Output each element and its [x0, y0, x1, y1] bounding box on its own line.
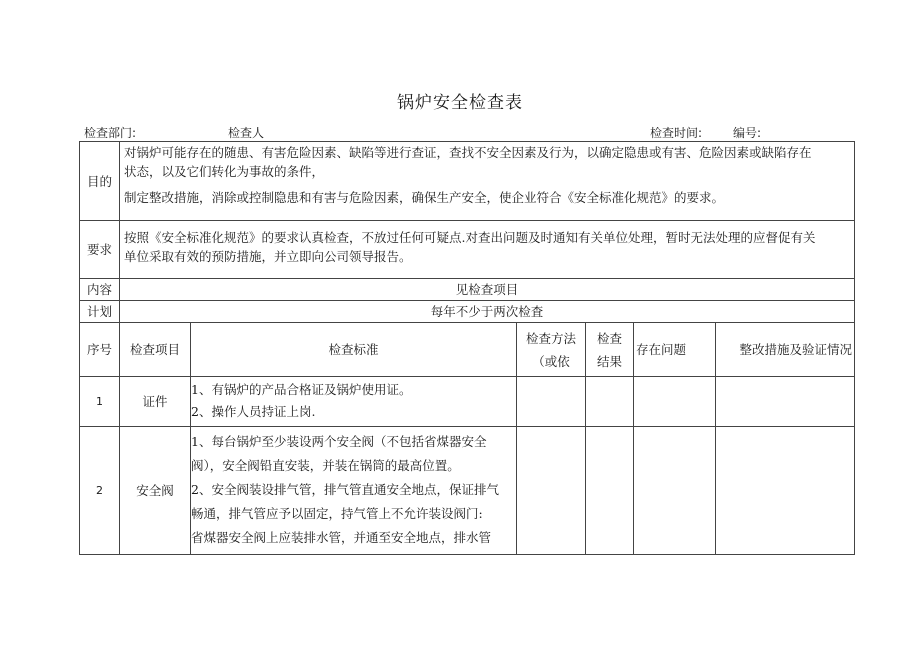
item-2-method — [516, 426, 585, 555]
purpose-label: 目的 — [79, 141, 119, 220]
item-2-line-3: 2、安全阀装设排气管，排气管直通安全地点，保证排气 — [191, 482, 499, 497]
item-1-seq: 1 — [79, 376, 119, 426]
number-label: 编号: — [733, 126, 762, 140]
inspector-label: 检查人 — [228, 126, 265, 140]
col-seq: 序号 — [79, 322, 119, 376]
dept-label: 检查部门: — [84, 126, 137, 140]
col-standard: 检查标准 — [190, 322, 516, 376]
item-2-result — [585, 426, 633, 555]
item-1-name: 证件 — [119, 376, 190, 426]
col-result-line-1: 检查 — [596, 330, 622, 346]
inspection-table — [79, 141, 855, 555]
item-2-measures — [715, 426, 855, 555]
item-2-seq: 2 — [79, 426, 119, 555]
requirement-label: 要求 — [79, 220, 119, 278]
item-1-line-1: 1、有锅炉的产品合格证及锅炉使用证。 — [191, 382, 412, 397]
item-1-method — [516, 376, 585, 426]
item-1-issues — [633, 376, 715, 426]
requirement-line-1: 按照《安全标准化规范》的要求认真检查，不放过任何可疑点.对查出问题及时通知有关单位处理，暂时无法处理的应督促有关 — [124, 230, 816, 245]
item-2-line-2: 阀），安全阀铅直安装，并装在锅筒的最高位置。 — [191, 458, 460, 473]
item-2-issues — [633, 426, 715, 555]
item-1-standard — [190, 376, 516, 426]
content-label: 内容 — [79, 278, 119, 300]
item-2-line-5: 省煤器安全阀上应装排水管，并通至安全地点，排水管 — [191, 530, 492, 545]
time-label: 检查时间: — [650, 126, 703, 140]
col-method — [516, 322, 585, 376]
col-result — [585, 322, 633, 376]
item-2-standard — [190, 426, 516, 555]
item-1-line-2: 2、操作人员持证上岗. — [191, 404, 316, 419]
col-result-line-2: 结果 — [596, 353, 622, 369]
content-value: 见检查项目 — [119, 278, 855, 300]
requirement-text — [119, 220, 855, 278]
col-method-line-2: （或依 — [532, 353, 570, 369]
col-measures: 整改措施及验证情况 — [715, 322, 855, 376]
page-title: 锅炉安全检查表 — [397, 93, 523, 113]
purpose-line-3: 制定整改措施，消除或控制隐患和有害与危险因素，确保生产安全，使企业符合《安全标准化规范》的要求。 — [124, 190, 725, 205]
col-method-line-1: 检查方法 — [525, 330, 576, 346]
purpose-line-1: 对锅炉可能存在的随患、有害危险因素、缺陷等进行查证，查找不安全因素及行为，以确定隐患或有害、危险因素或缺陷存在 — [124, 145, 812, 160]
col-item: 检查项目 — [119, 322, 190, 376]
plan-value: 每年不少于两次检査 — [119, 300, 855, 322]
item-1-measures — [715, 376, 855, 426]
item-2-line-4: 畅通，排气管应予以固定，持气管上不允许装设阀门: — [191, 506, 483, 521]
item-1-result — [585, 376, 633, 426]
item-2-line-1: 1、每台锅炉至少装设两个安全阀（不包括省煤器安全 — [191, 434, 487, 449]
item-2-name: 安全阀 — [119, 426, 190, 555]
requirement-line-2: 单位采取有效的预防措施，并立即向公司领导报告。 — [124, 249, 412, 264]
purpose-text — [119, 141, 855, 220]
col-issues: 存在问题 — [633, 322, 715, 376]
plan-label: 计划 — [79, 300, 119, 322]
purpose-line-2: 状态，以及它们转化为事故的条件， — [124, 164, 325, 179]
